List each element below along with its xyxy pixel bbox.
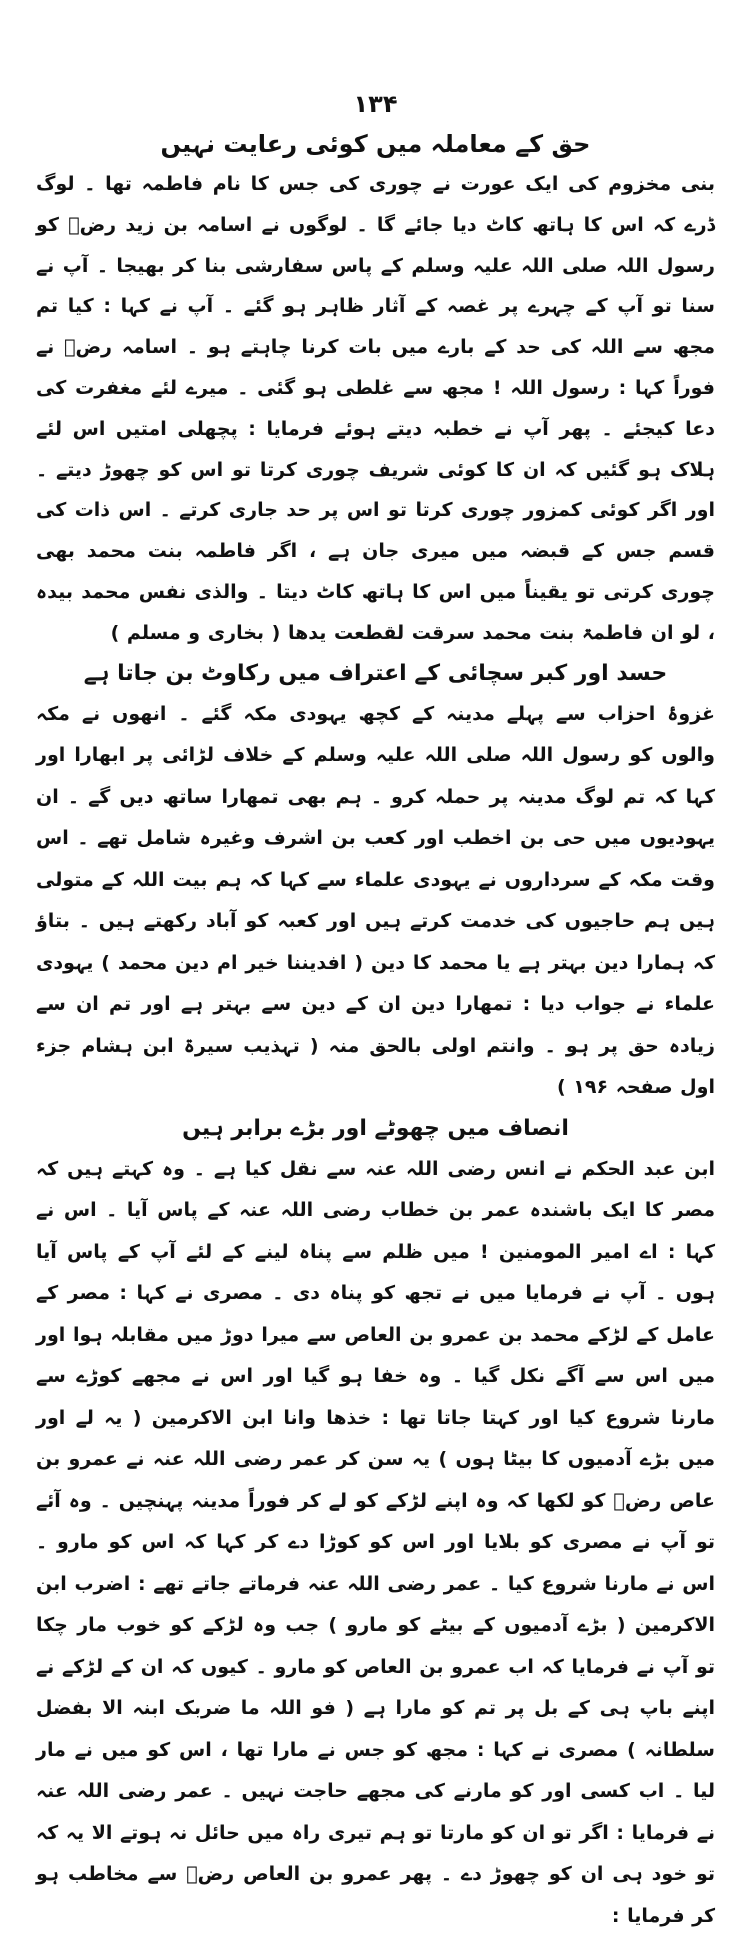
section-body-makhzumi-woman: بنی مخزوم کی ایک عورت نے چوری کی جس کا نام فاطمہ تھا ۔ لوگ ڈرے کہ اس کا ہاتھ کاٹ دیا جائے گا ۔ لوگوں نے اسامہ بن زید رضؓ کو رسول اللہ صلی اللہ علیہ وسلم کے پاس سفارشی بنا کر بھیجا ۔ آپ نے سنا تو آپ کے چہرے پر غصہ کے آثار ظاہر ہو گئے ۔ آپ نے کہا : کیا تم مجھ سے اللہ کی حد کے بارے میں بات کرنا چاہتے ہو ۔ اسامہ رضؓ نے فوراً کہا : رسول اللہ ! مجھ سے غلطی ہو گئی ۔ میرے لئے مغفرت کی دعا کیجئے ۔ پھر آپ نے خطبہ دیتے ہوئے فرمایا : پچھلی امتیں اس لئے ہلاک ہو گئیں کہ ان کا کوئی شریف چوری کرتا تو اس کو چھوڑ دیتے ۔ اور اگر کوئی کمزور چوری کرتا تو اس پر حد جاری کرتے ۔ اس ذات کی قسم جس کے قبضہ میں میری جان ہے ، اگر فاطمہ بنت محمد بھی چوری کرتی تو یقیناً میں اس کا ہاتھ کاٹ دیتا ۔ والذی نفس محمد بیدہ ، لو ان فاطمۃ بنت محمد سرقت لقطعت یدھا ( بخاری و مسلم ) xyxy=(36,173,715,644)
section-body-battle-of-ahzab: غزوۂ احزاب سے پہلے مدینہ کے کچھ یہودی مکہ گئے ۔ انھوں نے مکہ والوں کو رسول اللہ صلی اللہ علیہ وسلم کے خلاف لڑائی پر ابھارا اور کہا کہ تم لوگ مدینہ پر حملہ کرو ۔ ہم بھی تمھارا ساتھ دیں گے ۔ ان یہودیوں میں حی بن اخطب اور کعب بن اشرف وغیرہ شامل تھے ۔ اس وقت مکہ کے سرداروں نے یہودی علماء سے کہا کہ ہم بیت اللہ کے متولی ہیں ہم حاجیوں کی خدمت کرتے ہیں اور کعبہ کو آباد رکھتے ہیں ۔ بتاؤ کہ ہمارا دین بہتر ہے یا محمد کا دین ( افدیننا خیر ام دین محمد ) یہودی علماء نے جواب دیا : تمھارا دین ان کے دین سے بہتر ہے اور تم ان سے زیادہ حق پر ہو ۔ وانتم اولی بالحق منہ ( تہذیب سیرۃ ابن ہشام جزء اول صفحہ ۱۹۶ ) xyxy=(36,702,715,1099)
section-body-egyptian-complaint: ابن عبد الحکم نے انس رضی اللہ عنہ سے نقل کیا ہے ۔ وہ کہتے ہیں کہ مصر کا ایک باشندہ عمر بن خطاب رضی اللہ عنہ کے پاس آیا ۔ اس نے کہا : اے امیر المومنین ! میں ظلم سے پناہ لینے کے لئے آپ کے پاس آیا ہوں ۔ آپ نے فرمایا میں نے تجھ کو پناہ دی ۔ مصری نے کہا : مصر کے عامل کے لڑکے محمد بن عمرو بن العاص سے میرا دوڑ میں مقابلہ ہوا اور میں اس سے آگے نکل گیا ۔ وہ خفا ہو گیا اور اس نے مجھے کوڑے سے مارنا شروع کیا اور کہتا جاتا تھا : خذھا وانا ابن الاکرمین ( یہ لے اور میں بڑے آدمیوں کا بیٹا ہوں ) یہ سن کر عمر رضی اللہ عنہ نے عمرو بن عاص رضؓ کو لکھا کہ وہ اپنے لڑکے کو لے کر فوراً مدینہ پہنچیں ۔ وہ آئے تو آپ نے مصری کو بلایا اور اس کو کوڑا دے کر کہا کہ اس کو مارو ۔ اس نے مارنا شروع کیا ۔ عمر رضی اللہ عنہ فرماتے جاتے تھے : اضرب ابن الاکرمین ( بڑے آدمیوں کے بیٹے کو مارو ) جب وہ لڑکے کو خوب مار چکا تو آپ نے فرمایا کہ اب عمرو بن العاص کو مارو ۔ کیوں کہ ان کے لڑکے نے اپنے باپ ہی کے بل پر تم کو مارا ہے ( فو اللہ ما ضربک ابنہ الا بفضل سلطانہ ) مصری نے کہا : مجھ کو جس نے مارا تھا ، اس کو میں نے مار لیا ۔ اب کسی اور کو مارنے کی مجھے حاجت نہیں ۔ عمر رضی اللہ عنہ نے فرمایا : اگر تو ان کو مارتا تو ہم تیری راہ میں حائل نہ ہوتے الا یہ کہ تو خود ہی ان کو چھوڑ دے ۔ پھر عمرو بن العاص رضؓ سے مخاطب ہو کر فرمایا : xyxy=(36,1157,715,1927)
section-heading-justice-no-exception: حق کے معاملہ میں کوئی رعایت نہیں xyxy=(160,130,591,158)
section-heading-envy-pride: حسد اور کبر سچائی کے اعتراف میں رکاوٹ بن جاتا ہے xyxy=(83,660,668,686)
page-number: ۱۳۴ xyxy=(353,90,398,118)
section-heading-equality-in-justice: انصاف میں چھوٹے اور بڑے برابر ہیں xyxy=(182,1115,569,1141)
